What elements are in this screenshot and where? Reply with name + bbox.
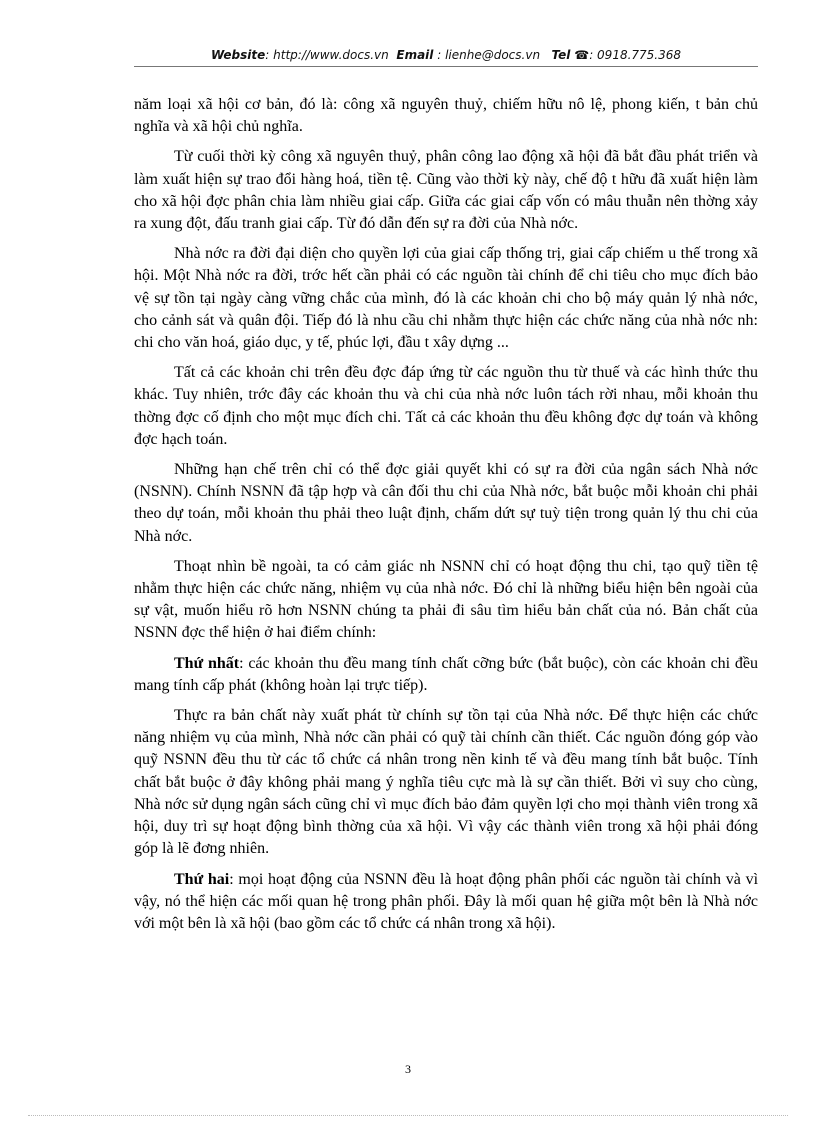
paragraph-5: Những hạn chế trên chỉ có thể đợc giải quyết khi có sự ra đời của ngân sách Nhà nớc (NSNN). Chính NSNN đã tập hợp và cân đối thu chi của Nhà nớc, bắt buộc mỗi khoản chi phải theo dự toán, mỗi khoản thu phải theo luật định, chấm dứt sự tuỳ tiện trong quản lý thu chi của Nhà nớc. [134,461,758,545]
page-number: 3 [405,1062,411,1076]
header-divider [134,66,758,67]
page-bottom-edge [28,1115,788,1116]
paragraph-2: Từ cuối thời kỳ công xã nguyên thuỷ, phân công lao động xã hội đã bắt đầu phát triển và làm xuất hiện sự trao đổi hàng hoá, tiền tệ. Cũng vào thời kỳ này, chế độ t hữu đã xuất hiện làm cho xã hội đợc phân chia làm nhiều giai cấp. Giữa các giai cấp vốn có mâu thuẫn nên thờng xảy ra xung đột, đấu tranh giai cấp. Từ đó dẫn đến sự ra đời của Nhà nớc. [134,148,758,233]
website-value: : http://www.docs.vn [265,48,389,62]
page-header [134,48,758,62]
document-body [134,94,758,943]
paragraph-3: Nhà nớc ra đời đại diện cho quyền lợi của giai cấp thống trị, giai cấp chiếm u thế trong xã hội. Một Nhà nớc ra đời, trớc hết cần phải có các nguồn tài chính để chi tiêu cho mục đích bảo vệ sự tồn tại ngày càng vững chắc của mình, đó là các khoản chi cho bộ máy quản lý nhà nớc, cho cảnh sát và quân đội. Tiếp đó là nhu cầu chi nhằm thực hiện các chức năng của nhà nớc nh: chi cho văn hoá, giáo dục, y tế, phúc lợi, đầu t xây dựng ... [134,245,758,352]
phone-icon: ☎ [574,48,590,62]
paragraph-4: Tất cả các khoản chi trên đều đợc đáp ứng từ các nguồn thu từ thuế và các hình thức thu khác. Tuy nhiên, trớc đây các khoản thu và chi của nhà nớc luôn tách rời nhau, mỗi khoản thu thờng đợc cố định cho một mục đích chi. Tất cả các khoản thu đều không đợc dự toán và không đợc hạch toán. [134,364,758,448]
email-value: : lienhe@docs.vn [433,48,541,62]
email-label: Email [396,48,434,62]
first-point-heading: Thứ nhất [174,654,240,672]
paragraph-6: Thoạt nhìn bề ngoài, ta có cảm giác nh NSNN chỉ có hoạt động thu chi, tạo quỹ tiền tệ nhằm thực hiện các chức năng, nhiệm vụ của nhà nớc. Đó chỉ là những biểu hiện bên ngoài của sự vật, muốn hiểu rõ hơn NSNN chúng ta phải đi sâu tìm hiểu bản chất của nó. Bản chất của NSNN đợc thể hiện ở hai điểm chính: [134,557,758,642]
paragraph-7 [134,653,758,697]
second-point-text: : mọi hoạt động của NSNN đều là hoạt động phân phối các nguồn tài chính và vì vậy, nó thể hiện các mối quan hệ trong phân phối. Đây là mối quan hệ giữa một bên là Nhà nớc với một bên là xã hội (bao gồm các tổ chức cá nhân trong xã hội). [134,870,759,932]
tel-value: : 0918.775.368 [589,48,682,62]
first-point-text: : các khoản thu đều mang tính chất cỡng bức (bắt buộc), còn các khoản chi đều mang tính cấp phát (không hoàn lại trực tiếp). [134,654,759,694]
website-label: Website [210,48,266,62]
paragraph-9 [134,869,758,936]
second-point-heading: Thứ hai [174,870,230,888]
paragraph-8: Thực ra bản chất này xuất phát từ chính sự tồn tại của Nhà nớc. Để thực hiện các chức năng nhiệm vụ của mình, Nhà nớc cần phải có quỹ tài chính cần thiết. Các nguồn đóng góp vào quỹ NSNN đều thu từ các tổ chức cá nhân trong nền kinh tế và đều mang tính bắt buộc. Tính chất bắt buộc ở đây không phải mang ý nghĩa tiêu cực mà là sự cần thiết. Bởi vì suy cho cùng, Nhà nớc sử dụng ngân sách cũng chỉ vì mục đích bảo đảm quyền lợi cho mọi thành viên trong xã hội, duy trì sự hoạt động bình thờng của xã hội. Vì vậy các thành viên trong xã hội phải đóng góp là lẽ đơng nhiên. [134,707,758,858]
paragraph-1: năm loại xã hội cơ bản, đó là: công xã nguyên thuỷ, chiếm hữu nô lệ, phong kiến, t bản chủ nghĩa và xã hội chủ nghĩa. [134,96,758,136]
tel-label: Tel [551,48,571,62]
